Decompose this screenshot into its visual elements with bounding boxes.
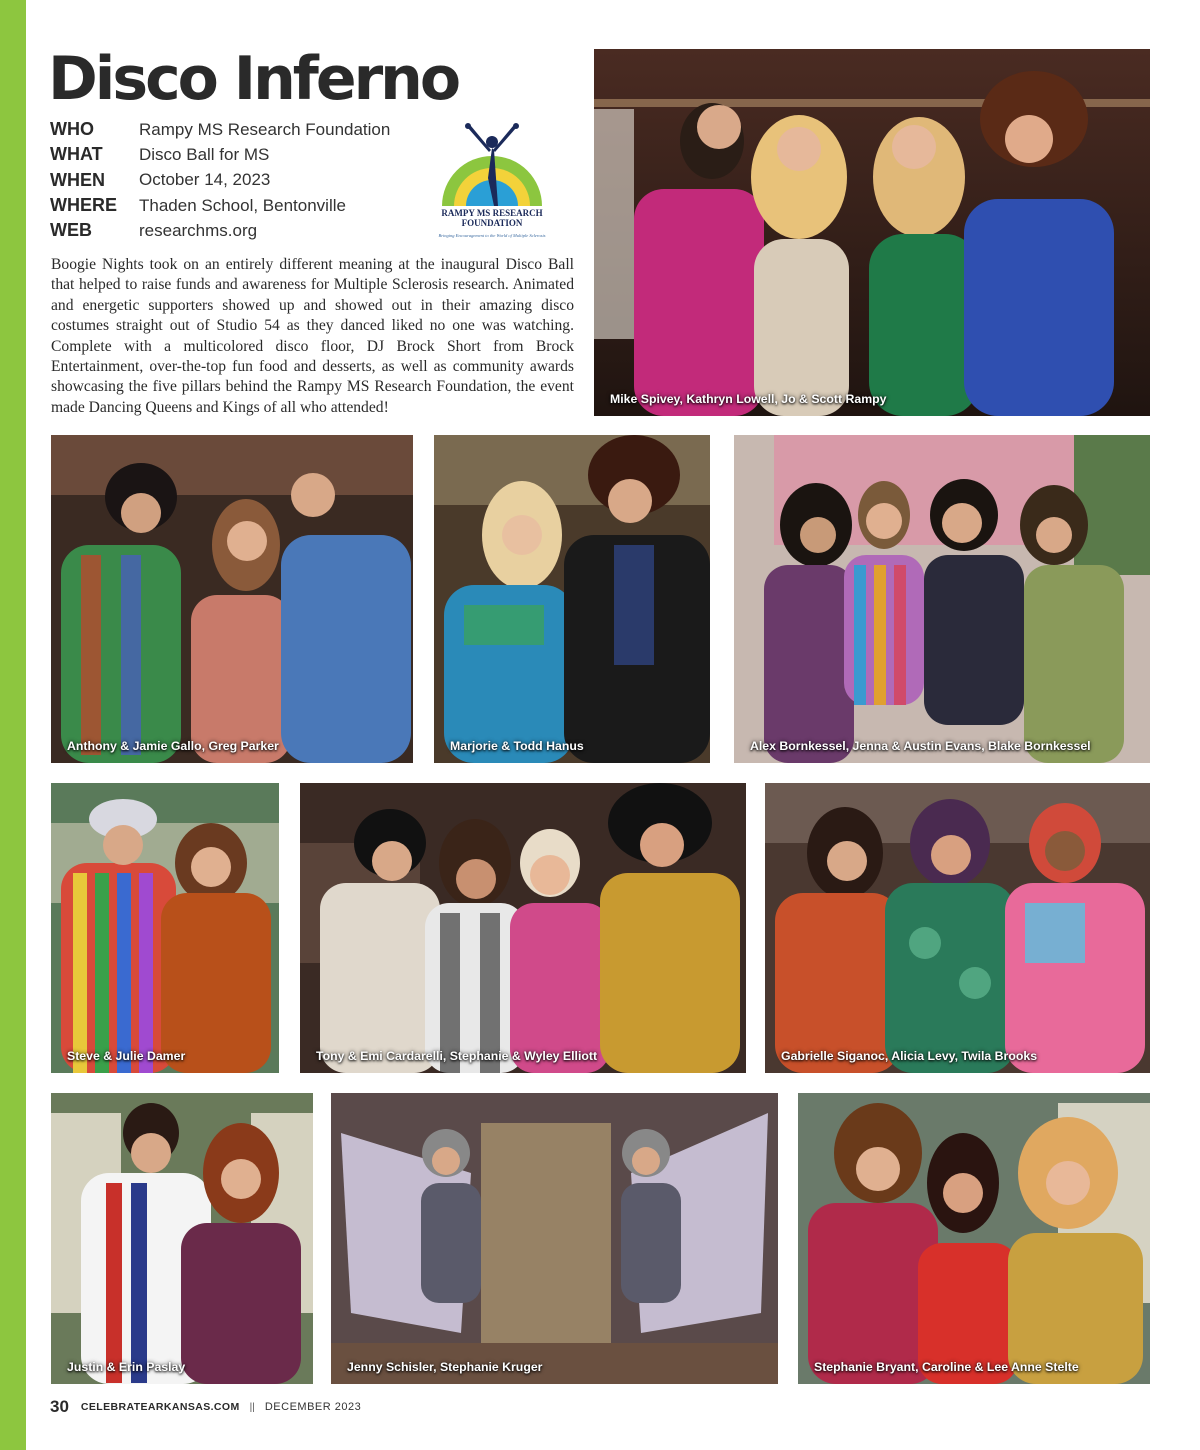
event-photo bbox=[765, 783, 1150, 1073]
event-photo bbox=[798, 1093, 1150, 1384]
logo-name-line: RAMPY MS RESEARCH bbox=[441, 208, 543, 218]
event-photo bbox=[51, 783, 279, 1073]
fact-label: WHAT bbox=[50, 144, 103, 165]
photo-caption: Gabrielle Siganoc, Alicia Levy, Twila Brooks bbox=[781, 1049, 1038, 1063]
photo-scene bbox=[51, 435, 413, 763]
event-photo bbox=[51, 1093, 313, 1384]
photo-caption: Stephanie Bryant, Caroline & Lee Anne Stelte bbox=[814, 1360, 1079, 1374]
fact-label: WHEN bbox=[50, 169, 105, 190]
photo-scene bbox=[798, 1093, 1150, 1384]
photo-caption: Steve & Julie Damer bbox=[67, 1049, 186, 1063]
fact-value: Thaden School, Bentonville bbox=[139, 195, 346, 215]
fact-value: Rampy MS Research Foundation bbox=[139, 119, 391, 139]
photo-caption: Anthony & Jamie Gallo, Greg Parker bbox=[67, 739, 279, 753]
footer-separator: || bbox=[249, 1401, 255, 1413]
event-facts bbox=[50, 117, 430, 243]
logo-tagline: Bringing Encouragement to the World of Multiple Sclerosis bbox=[438, 233, 546, 238]
fact-row-when bbox=[50, 168, 430, 193]
logo-name-line: FOUNDATION bbox=[461, 218, 523, 228]
fact-label: WHO bbox=[50, 119, 94, 140]
photo-scene bbox=[51, 1093, 313, 1384]
logo-emblem-icon bbox=[428, 120, 556, 210]
issue-date: DECEMBER 2023 bbox=[264, 1401, 362, 1413]
photo-caption: Justin & Erin Paslay bbox=[67, 1360, 186, 1374]
photo-scene bbox=[434, 435, 710, 763]
photo-scene bbox=[51, 783, 279, 1073]
event-photo bbox=[434, 435, 710, 763]
photo-scene bbox=[300, 783, 746, 1073]
event-photo bbox=[734, 435, 1150, 763]
page-number: 30 bbox=[50, 1397, 69, 1416]
foundation-logo bbox=[428, 120, 556, 244]
logo-wordmark bbox=[428, 208, 556, 228]
site-link[interactable]: CELEBRATEARKANSAS.COM bbox=[80, 1401, 240, 1413]
event-photo bbox=[300, 783, 746, 1073]
fact-value: Disco Ball for MS bbox=[139, 144, 270, 164]
fact-row-web bbox=[50, 218, 430, 243]
fact-value: October 14, 2023 bbox=[139, 170, 271, 190]
photo-scene bbox=[765, 783, 1150, 1073]
photo-caption: Tony & Emi Cardarelli, Stephanie & Wyley Elliott bbox=[316, 1049, 598, 1063]
fact-label: WHERE bbox=[50, 195, 117, 216]
photo-scene bbox=[734, 435, 1150, 763]
event-photo bbox=[51, 435, 413, 763]
fact-label: WEB bbox=[50, 220, 92, 241]
side-accent-bar bbox=[0, 0, 26, 1450]
photo-caption: Marjorie & Todd Hanus bbox=[450, 739, 584, 753]
intro-paragraph: Boogie Nights took on an entirely different meaning at the inaugural Disco Ball that helped to raise funds and awareness for Multiple Sclerosis research. Animated and energetic supporters showed up and showed out in their amazing disco costumes straight out of Studio 54 as they danced liked no one was watching. Complete with a multicolored disco floor, DJ Brock Short from Brock Entertainment, over-the-top fun food and desserts, as well as community awards showcasing the five pillars behind the Rampy MS Research Foundation, the event made Dancing Queens and Kings of all who attended! bbox=[51, 256, 574, 416]
photo-caption: Alex Bornkessel, Jenna & Austin Evans, Blake Bornkessel bbox=[750, 739, 1091, 753]
fact-link[interactable]: researchms.org bbox=[139, 220, 258, 240]
fact-row-who bbox=[50, 117, 430, 142]
fact-row-what bbox=[50, 142, 430, 167]
photo-scene bbox=[594, 49, 1150, 416]
page-title: Disco Inferno bbox=[48, 44, 459, 114]
event-photo bbox=[331, 1093, 778, 1384]
fact-row-where bbox=[50, 193, 430, 218]
photo-scene bbox=[331, 1093, 778, 1384]
photo-caption: Mike Spivey, Kathryn Lowell, Jo & Scott Rampy bbox=[610, 392, 887, 406]
event-photo bbox=[594, 49, 1150, 416]
photo-caption: Jenny Schisler, Stephanie Kruger bbox=[347, 1360, 543, 1374]
page-footer bbox=[50, 1396, 361, 1418]
